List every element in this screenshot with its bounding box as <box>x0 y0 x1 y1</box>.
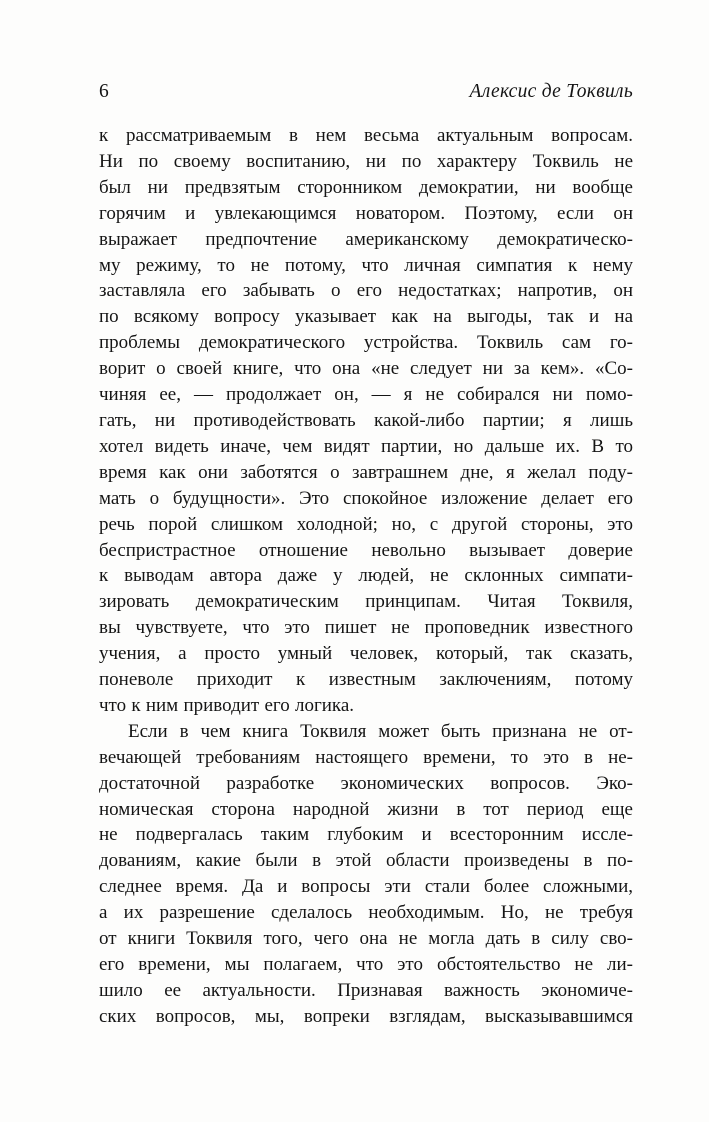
paragraph <box>99 123 633 719</box>
text-line: к рассматриваемым в нем весьма актуальным вопросам. <box>99 125 633 146</box>
text-line: был ни предвзятым сторонником демократии, ни вообще <box>99 176 633 198</box>
text-line: следнее время. Да и вопросы эти стали более сложными, <box>99 876 633 898</box>
text-line: номическая сторона народной жизни в тот период еще <box>99 798 633 820</box>
text-line: речь порой слишком холодной; но, с другой стороны, это <box>99 513 633 535</box>
text-line: к выводам автора даже у людей, не склонных симпати- <box>99 565 633 587</box>
text-line: шило ее актуальности. Признавая важность экономиче- <box>99 979 633 1001</box>
text-line: Ни по своему воспитанию, ни по характеру Токвиль не <box>99 150 633 172</box>
text-line: ских вопросов, мы, вопреки взглядам, высказывавшимся <box>99 1005 633 1027</box>
text-line: заставляла его забывать о его недостатках; напротив, он <box>99 280 633 302</box>
text-line: достаточной разработке экономических вопросов. Эко- <box>99 772 633 794</box>
text-line: поневоле приходит к известным заключениям, потому <box>99 669 633 691</box>
text-line: от книги Токвиля того, чего она не могла дать в силу сво- <box>99 928 633 950</box>
page-number: 6 <box>99 81 109 102</box>
text-line: выражает предпочтение американскому демократическо- <box>99 228 633 250</box>
text-line: время как они заботятся о завтрашнем дне, я желал поду- <box>99 461 633 483</box>
text-line: му режиму, то не потому, что личная симпатия к нему <box>99 254 633 276</box>
text-line: ворит о своей книге, что она «не следует ни за кем». «Со- <box>99 358 633 380</box>
text-line: а их разрешение сделалось необходимым. Но, не требуя <box>99 902 633 924</box>
text-line: вы чувствуете, что это пишет не проповедник известного <box>99 617 633 639</box>
text-line: вечающей требованиям настоящего времени, то это в не- <box>99 746 633 768</box>
text-line: не подвергалась таким глубоким и всесторонним иссле- <box>99 824 633 846</box>
running-head-title: Алексис де Токвиль <box>469 81 633 102</box>
text-line: учения, а просто умный человек, который, так сказать, <box>99 643 633 665</box>
text-line: дованиям, какие были в этой области произведены в по- <box>99 850 633 872</box>
paragraph <box>99 719 633 1030</box>
running-head <box>99 80 633 104</box>
text-line: беспристрастное отношение невольно вызывает доверие <box>99 539 633 561</box>
text-line: гать, ни противодействовать какой-либо партии; я лишь <box>99 409 633 431</box>
text-line: хотел видеть иначе, чем видят партии, но дальше их. В то <box>99 435 633 457</box>
text-line: по всякому вопросу указывает как на выгоды, так и на <box>99 306 633 328</box>
text-line: проблемы демократического устройства. Токвиль сам го- <box>99 332 633 354</box>
text-line: чиняя ее, — продолжает он, — я не собирался ни помо- <box>99 384 633 406</box>
text-line: его времени, мы полагаем, что это обстоятельство не ли- <box>99 954 633 975</box>
text-line: мать о будущности». Это спокойное изложение делает его <box>99 487 633 509</box>
text-line: Если в чем книга Токвиля может быть признана не от- <box>128 720 633 742</box>
text-line: что к ним приводит его логика. <box>99 694 355 716</box>
text-block <box>99 123 633 1030</box>
text-line: зировать демократическим принципам. Читая Токвиля, <box>99 591 633 613</box>
text-line: горячим и увлекающимся новатором. Поэтому, если он <box>99 202 633 224</box>
